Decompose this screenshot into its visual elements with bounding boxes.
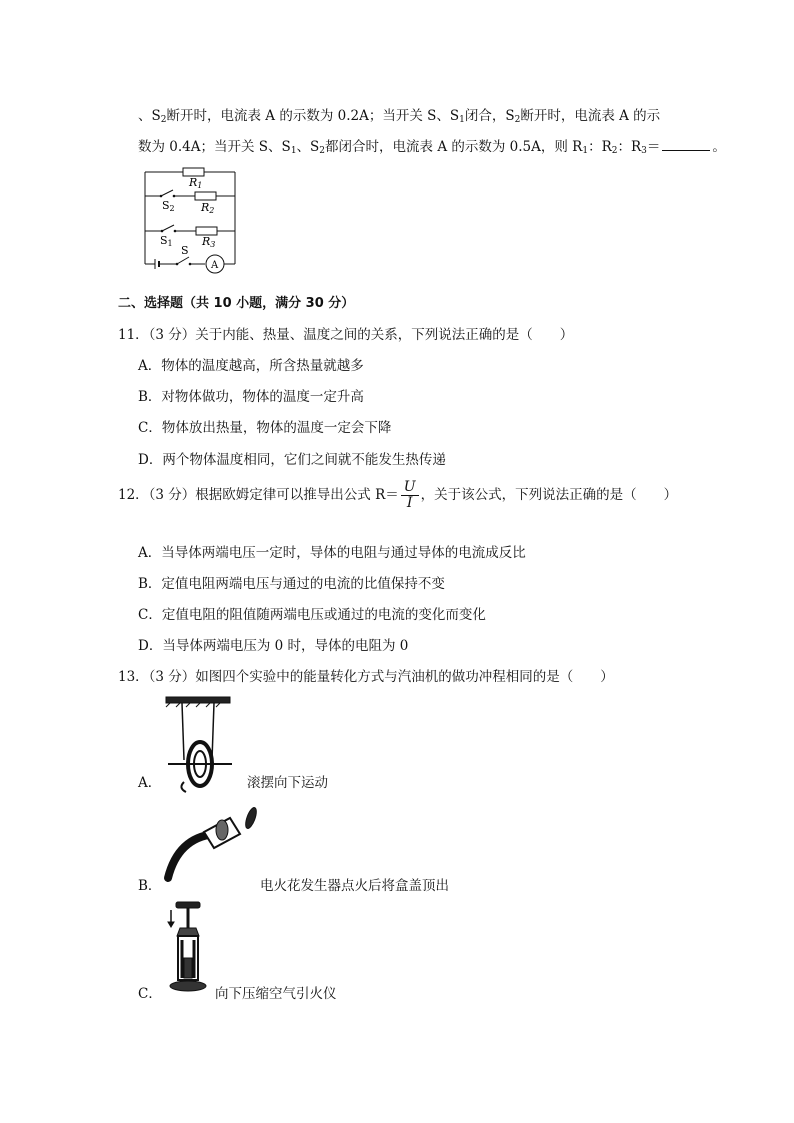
switch-s1 bbox=[162, 225, 174, 231]
label-r2: R2 bbox=[201, 201, 215, 215]
string-right bbox=[212, 703, 214, 760]
q11-option-c[interactable]: C．物体放出热量，物体的温度一定会下降 bbox=[138, 420, 392, 436]
motion-arrow bbox=[181, 782, 186, 792]
label-r1: R1 bbox=[189, 176, 203, 190]
q11-option-d[interactable]: D．两个物体温度相同，它们之间就不能发生热传递 bbox=[138, 452, 446, 468]
q13-option-c-caption: 向下压缩空气引火仪 bbox=[215, 986, 337, 1002]
switch-s2 bbox=[161, 190, 173, 196]
q13-option-c-letter[interactable]: C． bbox=[138, 986, 162, 1002]
lid bbox=[243, 806, 258, 829]
q13-option-b-letter[interactable]: B． bbox=[138, 878, 162, 894]
q12-option-d[interactable]: D．当导体两端电压为 0 时，导体的电阻为 0 bbox=[138, 638, 409, 654]
q12-option-b[interactable]: B．定值电阻两端电压与通过的电流的比值保持不变 bbox=[138, 576, 445, 592]
q12-option-c[interactable]: C．定值电阻的阻值随两端电压或通过的电流的变化而变化 bbox=[138, 607, 486, 623]
q12-stem: 12．（3 分）根据欧姆定律可以推导出公式 R＝ $\frac{U}{I}$ ，关于该公式，下列说法正确的是（ ） bbox=[118, 479, 678, 511]
string-left bbox=[182, 703, 184, 760]
label-ammeter: A bbox=[211, 260, 219, 271]
q13-option-a-letter[interactable]: A． bbox=[138, 775, 162, 791]
label-r3: R3 bbox=[202, 235, 216, 249]
label-s2: S2 bbox=[162, 199, 175, 213]
circuit-diagram bbox=[140, 165, 240, 277]
answer-blank[interactable] bbox=[662, 138, 710, 151]
support-beam bbox=[166, 697, 230, 703]
handle bbox=[168, 834, 214, 878]
down-arrow-head bbox=[168, 922, 174, 927]
q10-line1: 、$S_2$断开时，电流表 A 的示数为 0.2A；当开关 S、$S_1$闭合，$S_2$断开时，电流表 A 的示 bbox=[138, 108, 661, 125]
cylinder-top bbox=[177, 928, 199, 936]
resistor-r2 bbox=[195, 192, 216, 200]
q13-stem: 13．（3 分）如图四个实验中的能量转化方式与汽油机的做功冲程相同的是（ ） bbox=[118, 669, 614, 685]
resistor-r3 bbox=[196, 227, 217, 235]
q11-stem: 11．（3 分）关于内能、热量、温度之间的关系，下列说法正确的是（ ） bbox=[118, 327, 574, 343]
base bbox=[170, 981, 206, 991]
cup-opening bbox=[216, 820, 228, 840]
plunger-handle bbox=[176, 902, 200, 908]
fraction-u-over-i: $\frac{U}{I}$ bbox=[401, 480, 419, 511]
q10-line2: 数为 0.4A；当开关 S、$S_1$、$S_2$都闭合时，电流表 A 的示数为 0.5A，则 $R_1$：$R_2$：$R_3=$ 。 bbox=[138, 139, 726, 156]
fire-syringe-figure bbox=[162, 900, 214, 1000]
section-title: 二、选择题（共 10 小题，满分 30 分） bbox=[118, 296, 355, 311]
spark-generator-figure bbox=[158, 804, 268, 884]
q11-option-b[interactable]: B．对物体做功，物体的温度一定升高 bbox=[138, 389, 364, 405]
q12-option-a[interactable]: A．当导体两端电压一定时，导体的电阻与通过导体的电流成反比 bbox=[138, 545, 526, 561]
resistor-r1 bbox=[183, 168, 204, 176]
q13-option-b-caption: 电火花发生器点火后将盒盖顶出 bbox=[260, 878, 449, 894]
q11-option-a[interactable]: A．物体的温度越高，所含热量就越多 bbox=[138, 358, 364, 374]
switch-s bbox=[177, 257, 189, 264]
label-s1: S1 bbox=[160, 234, 173, 248]
maxwell-wheel-figure bbox=[160, 694, 240, 804]
q13-option-a-caption: 滚摆向下运动 bbox=[247, 775, 328, 791]
label-s: S bbox=[181, 244, 189, 257]
